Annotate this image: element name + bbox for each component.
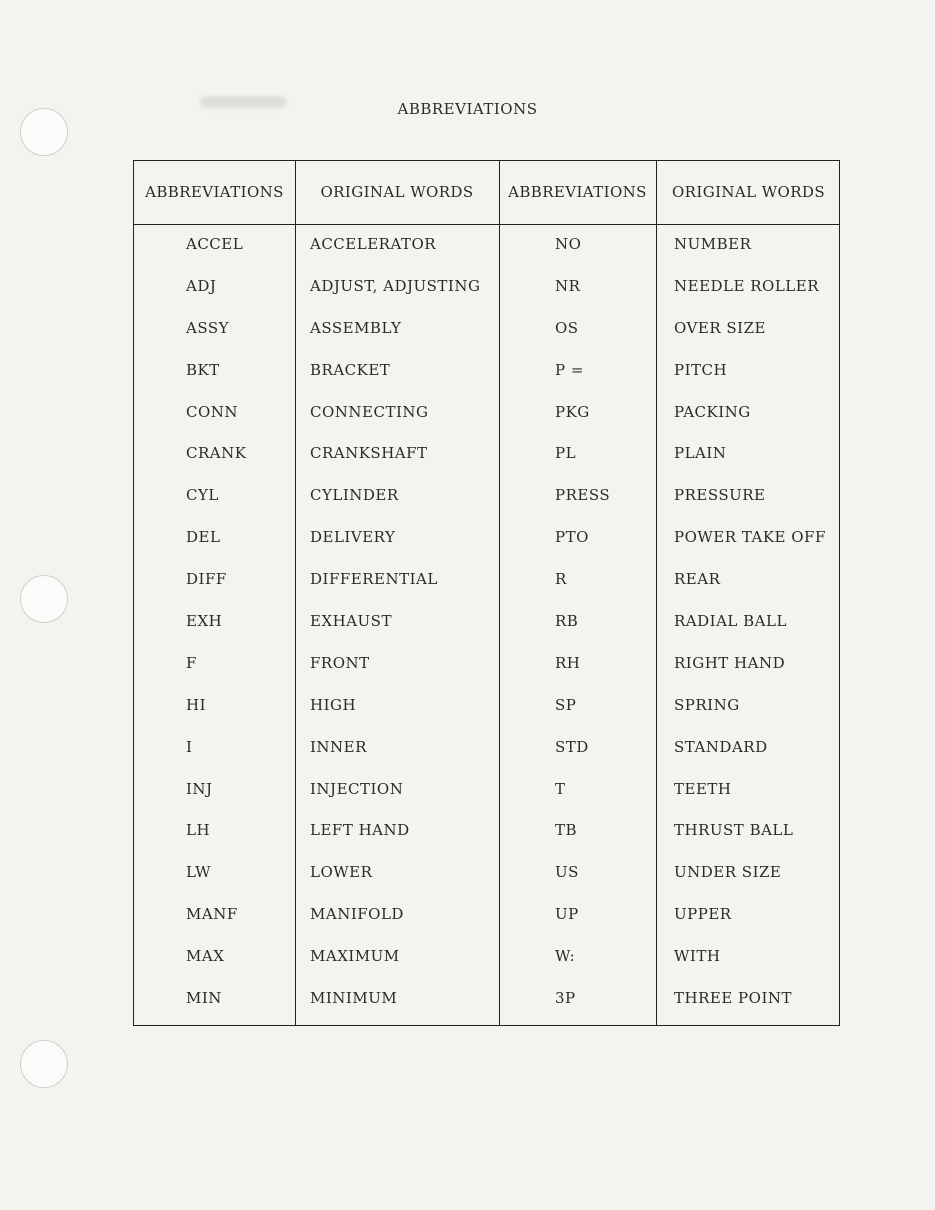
original-word-cell: PITCH xyxy=(674,360,728,379)
binder-hole xyxy=(20,575,68,623)
original-word-cell: STANDARD xyxy=(674,737,768,756)
table-row xyxy=(134,863,839,905)
original-word-cell: POWER TAKE OFF xyxy=(674,528,826,547)
original-word-cell: BRACKET xyxy=(310,360,391,379)
table-row xyxy=(134,780,839,822)
abbreviation-cell: EXH xyxy=(186,612,223,631)
abbreviation-cell: RH xyxy=(555,653,581,672)
abbreviation-cell: PKG xyxy=(555,402,590,421)
binder-hole xyxy=(20,1040,68,1088)
original-word-cell: OVER SIZE xyxy=(674,318,766,337)
abbreviation-cell: DIFF xyxy=(186,570,227,589)
table-row xyxy=(134,277,839,319)
table-row xyxy=(134,947,839,989)
abbreviation-cell: CYL xyxy=(186,486,219,505)
original-word-cell: INJECTION xyxy=(310,779,404,798)
abbreviation-cell: PTO xyxy=(555,528,589,547)
table-row xyxy=(134,654,839,696)
header-divider xyxy=(134,224,839,225)
original-word-cell: RADIAL BALL xyxy=(674,612,787,631)
original-word-cell: DIFFERENTIAL xyxy=(310,570,438,589)
original-word-cell: HIGH xyxy=(310,695,357,714)
abbreviation-cell: RB xyxy=(555,612,579,631)
original-word-cell: WITH xyxy=(674,947,721,966)
header-original-words: ORIGINAL WORDS xyxy=(320,183,474,201)
abbreviation-cell: STD xyxy=(555,737,589,756)
original-word-cell: MAXIMUM xyxy=(310,947,400,966)
original-word-cell: LEFT HAND xyxy=(310,821,410,840)
abbreviation-cell: TB xyxy=(555,821,578,840)
table-row xyxy=(134,486,839,528)
original-word-cell: THRUST BALL xyxy=(674,821,794,840)
abbreviation-cell: MAX xyxy=(186,947,225,966)
abbreviation-cell: CRANK xyxy=(186,444,247,463)
abbreviation-cell: PL xyxy=(555,444,577,463)
table-row xyxy=(134,361,839,403)
original-word-cell: PLAIN xyxy=(674,444,727,463)
abbreviation-cell: MANF xyxy=(186,905,238,924)
abbreviation-cell: NR xyxy=(555,276,581,295)
abbreviation-cell: US xyxy=(555,863,579,882)
abbreviation-cell: I xyxy=(186,737,193,756)
original-word-cell: INNER xyxy=(310,737,367,756)
original-word-cell: CYLINDER xyxy=(310,486,399,505)
abbreviation-cell: W: xyxy=(555,947,576,966)
original-word-cell: FRONT xyxy=(310,653,370,672)
original-word-cell: ASSEMBLY xyxy=(310,318,402,337)
table-row xyxy=(134,403,839,445)
table-row xyxy=(134,905,839,947)
abbreviation-cell: ADJ xyxy=(186,276,217,295)
abbreviation-cell: SP xyxy=(555,695,577,714)
abbreviation-cell: CONN xyxy=(186,402,239,421)
original-word-cell: NEEDLE ROLLER xyxy=(674,276,819,295)
original-word-cell: CONNECTING xyxy=(310,402,429,421)
original-word-cell: SPRING xyxy=(674,695,740,714)
abbreviation-cell: PRESS xyxy=(555,486,611,505)
original-word-cell: REAR xyxy=(674,570,721,589)
original-word-cell: MINIMUM xyxy=(310,989,398,1008)
original-word-cell: NUMBER xyxy=(674,235,752,253)
original-word-cell: THREE POINT xyxy=(674,989,792,1008)
abbreviation-cell: MIN xyxy=(186,989,222,1008)
abbreviation-cell: R xyxy=(555,570,567,589)
original-word-cell: PACKING xyxy=(674,402,751,421)
original-word-cell: ACCELERATOR xyxy=(310,235,437,253)
header-original-words: ORIGINAL WORDS xyxy=(671,183,826,201)
abbreviations-table xyxy=(133,160,840,1026)
abbreviation-cell: NO xyxy=(555,235,582,253)
original-word-cell: DELIVERY xyxy=(310,528,396,547)
abbreviation-cell: DEL xyxy=(186,528,221,547)
original-word-cell: PRESSURE xyxy=(674,486,766,505)
table-row xyxy=(134,738,839,780)
abbreviation-cell: HI xyxy=(186,695,207,714)
abbreviation-cell: 3P xyxy=(555,989,576,1008)
abbreviation-cell: UP xyxy=(555,905,579,924)
table-row xyxy=(134,570,839,612)
header-abbreviations: ABBREVIATIONS xyxy=(508,183,647,201)
original-word-cell: UPPER xyxy=(674,905,732,924)
abbreviation-cell: BKT xyxy=(186,360,220,379)
abbreviation-cell: P = xyxy=(555,360,584,379)
page-title: ABBREVIATIONS xyxy=(397,100,538,118)
abbreviation-cell: ASSY xyxy=(186,318,230,337)
header-abbreviations: ABBREVIATIONS xyxy=(145,183,284,201)
table-row xyxy=(134,528,839,570)
abbreviation-cell: F xyxy=(186,653,197,672)
table-row xyxy=(134,989,839,1031)
original-word-cell: LOWER xyxy=(310,863,373,882)
table-row xyxy=(134,444,839,486)
abbreviation-cell: LH xyxy=(186,821,211,840)
original-word-cell: ADJUST, ADJUSTING xyxy=(310,276,481,295)
original-word-cell: UNDER SIZE xyxy=(674,863,782,882)
abbreviation-cell: T xyxy=(555,779,566,798)
table-row xyxy=(134,612,839,654)
table-row xyxy=(134,821,839,863)
original-word-cell: RIGHT HAND xyxy=(674,653,786,672)
original-word-cell: MANIFOLD xyxy=(310,905,404,924)
original-word-cell: TEETH xyxy=(674,779,732,798)
abbreviation-cell: INJ xyxy=(186,779,213,798)
abbreviation-cell: LW xyxy=(186,863,212,882)
table-row xyxy=(134,235,839,277)
table-body xyxy=(134,235,839,1031)
original-word-cell: EXHAUST xyxy=(310,612,392,631)
table-row xyxy=(134,319,839,361)
original-word-cell: CRANKSHAFT xyxy=(310,444,428,463)
abbreviation-cell: OS xyxy=(555,318,579,337)
table-row xyxy=(134,696,839,738)
abbreviation-cell: ACCEL xyxy=(186,235,244,253)
